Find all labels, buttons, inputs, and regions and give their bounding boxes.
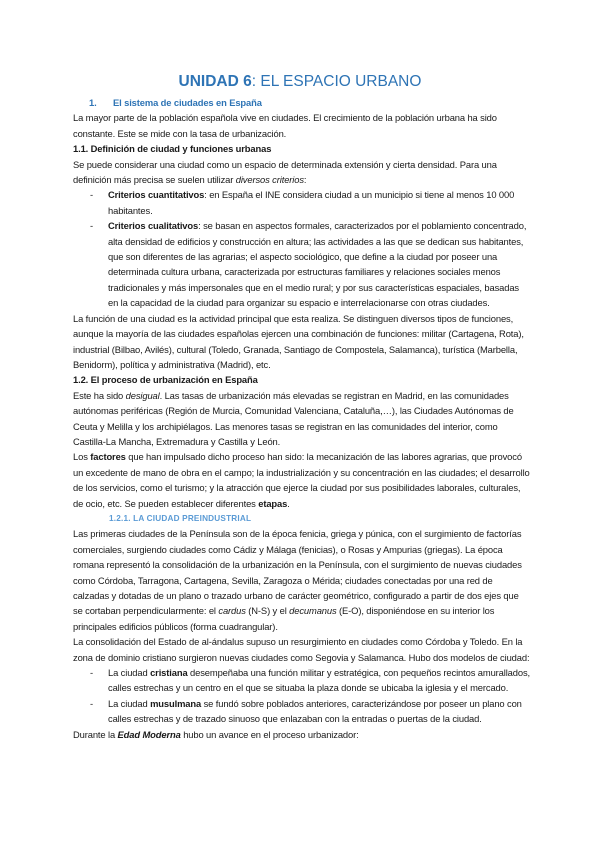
text-span: Este ha sido <box>73 389 126 401</box>
section-label: El sistema de ciudades en España <box>113 97 262 108</box>
text-bold: Criterios cualitativos <box>108 220 199 232</box>
text-span: : <box>303 174 307 186</box>
page-title <box>0 73 600 91</box>
text-span: Los <box>73 451 91 463</box>
text-span: que han impulsado dicho proceso han sido: la mecanización de las labores agrarias, que provocó un excedente de mano de obra en el campo; la industrialización y su concentración en las ciudades; el desarrollo de los servicios, como el turismo; y la atracción que ejerce la ciudad por sus posibilidades laborales, culturales, de ocio, etc. Se pueden establecer diferentes <box>73 451 530 509</box>
text-span: La ciudad <box>108 697 151 709</box>
text-bold: musulmana <box>150 697 202 709</box>
text-span: . Las tasas de urbanización más elevadas se registran en Madrid, en las comunidades autónomas periféricas (Región de Murcia, Comunidad Valenciana, Cataluña,…), las Ciudades Autónomas de Ceuta y Melilla y los archipiélagos. Las menores tasas se registran en las comunidades del interior, como Castilla-La Mancha, Extremadura y Castilla y León. <box>73 389 514 447</box>
text-span: : se basan en aspectos formales, caracterizados por el poblamiento concentrado, alta densidad de edificios y construcción en altura; las actividades a las que se dedican sus habitantes, que son diferentes de las agrarias; el aspecto sociológico, que define a la ciudad por poseer una determinada cultura urbana, caracterizada por estructuras familiares y relaciones sociales menos tradicionales y más impersonales que en el medio rural; y por sus características espaciales, basadas en la capacidad de la ciudad para organizar su espacio e interrelacionarse con otras ciudades. <box>108 220 527 309</box>
text-span: desempeñaba una función militar y estratégica, con pequeños recintos amurallados, calles estrechas y un centro en el que se situaba la plaza donde se ubicaba la iglesia y el mercado. <box>108 667 531 694</box>
text-bold: cristiana <box>150 667 188 679</box>
subsection-heading-1-1: 1.1. Definición de ciudad y funciones urbanas <box>73 143 272 155</box>
text-span: Durante la <box>73 728 118 740</box>
paragraph-modern-age <box>73 727 530 742</box>
dash-bullet: - <box>90 220 94 232</box>
text-span: se fundó sobre poblados anteriores, caracterizándose por poseer un plano con calles estrechas y de trazado sinuoso que enlazaban con la entradas o puertas de la ciudad. <box>108 697 522 725</box>
paragraph-city-definition <box>73 157 530 188</box>
paragraph-urban-population: La mayor parte de la población española vive en ciudades. El crecimiento de la población urbana ha sido constante. Este se mide con la tasa de urbanización. <box>73 112 497 139</box>
text-italic: diversos criterios <box>235 174 304 186</box>
list-item-muslim-city <box>73 696 530 727</box>
section-number: 1. <box>89 97 97 108</box>
text-span: . <box>287 497 290 509</box>
subsection-heading-1-2: 1.2. El proceso de urbanización en España <box>73 374 258 386</box>
text-bold-italic: Edad Moderna <box>117 728 181 740</box>
title-rest: : EL ESPACIO URBANO <box>251 73 422 90</box>
dash-bullet: - <box>90 697 94 709</box>
paragraph-preindustrial-city <box>73 526 530 634</box>
paragraph-urban-functions: La función de una ciudad es la actividad principal que esta realiza. Se distinguen diversos tipos de funciones, aunque la mayoría de las ciudades españolas ejercen una combinación de funciones: militar (Cartagena, Rota), industrial (Bilbao, Avilés), cultural (Toledo, Granada, Santiago de Compostela, Salamanca), turística (Marbella, Benidorm), política y administrativa (Madrid), etc. <box>73 312 524 370</box>
text-bold: Criterios cuantitativos <box>108 189 205 201</box>
paragraph-unequal-process <box>73 388 530 450</box>
text-bold: factores <box>90 451 126 463</box>
text-italic: desigual <box>125 389 160 401</box>
text-italic: cardus <box>218 605 246 617</box>
document-body <box>73 95 530 742</box>
paragraph-factors <box>73 449 530 511</box>
paragraph-al-andalus: La consolidación del Estado de al-ándalus supuso un resurgimiento en ciudades como Córdoba y Toledo. En la zona de dominio cristiano surgieron nuevas ciudades como Segovia y Salamanca. Hubo dos modelos de ciudad: <box>73 636 530 663</box>
text-span: : en España el INE considera ciudad a un municipio si tiene al menos 10 000 habitantes. <box>108 189 515 216</box>
subsection-heading-1-2-1: 1.2.1. LA CIUDAD PREINDUSTRIAL <box>109 513 252 523</box>
list-item-christian-city <box>73 665 530 696</box>
text-span: Se puede considerar una ciudad como un espacio de determinada extensión y cierta densidad. Para una definición más precisa se suelen utilizar <box>73 158 497 186</box>
text-span: hubo un avance en el proceso urbanizador: <box>180 728 359 740</box>
title-unit: UNIDAD 6 <box>178 73 252 90</box>
dash-bullet: - <box>90 189 94 201</box>
list-item-quantitative <box>73 187 530 218</box>
text-span: Las primeras ciudades de la Península son de la época fenicia, griega y púnica, con el surgimiento de factorías comerciales, surgiendo ciudades como Cádiz y Málaga (fenicias), o Rosas y Ampurias (griegas). La época romana representó la consolidación de la urbanización en la Península, con el surgimiento de nuevas ciudades como Córdoba, Tarragona, Cartagena, Sevilla, Zaragoza o Mérida; ciudades conectadas por una red de calzadas y dotadas de un plano o trazado urbano de carácter geométrico, configurado a partir de dos ejes que se cortaban perpendicularmente: el <box>73 528 522 617</box>
text-italic: decumanus <box>289 605 337 617</box>
text-bold: etapas <box>258 497 288 509</box>
text-span: (N-S) y el <box>245 605 290 617</box>
text-span: La ciudad <box>108 667 151 679</box>
dash-bullet: - <box>90 667 94 679</box>
text-span: (E-O), disponiéndose en su interior los principales edificios públicos (forma cuadrangular). <box>73 605 495 632</box>
section-heading-1 <box>73 95 530 110</box>
list-item-qualitative <box>73 218 530 310</box>
